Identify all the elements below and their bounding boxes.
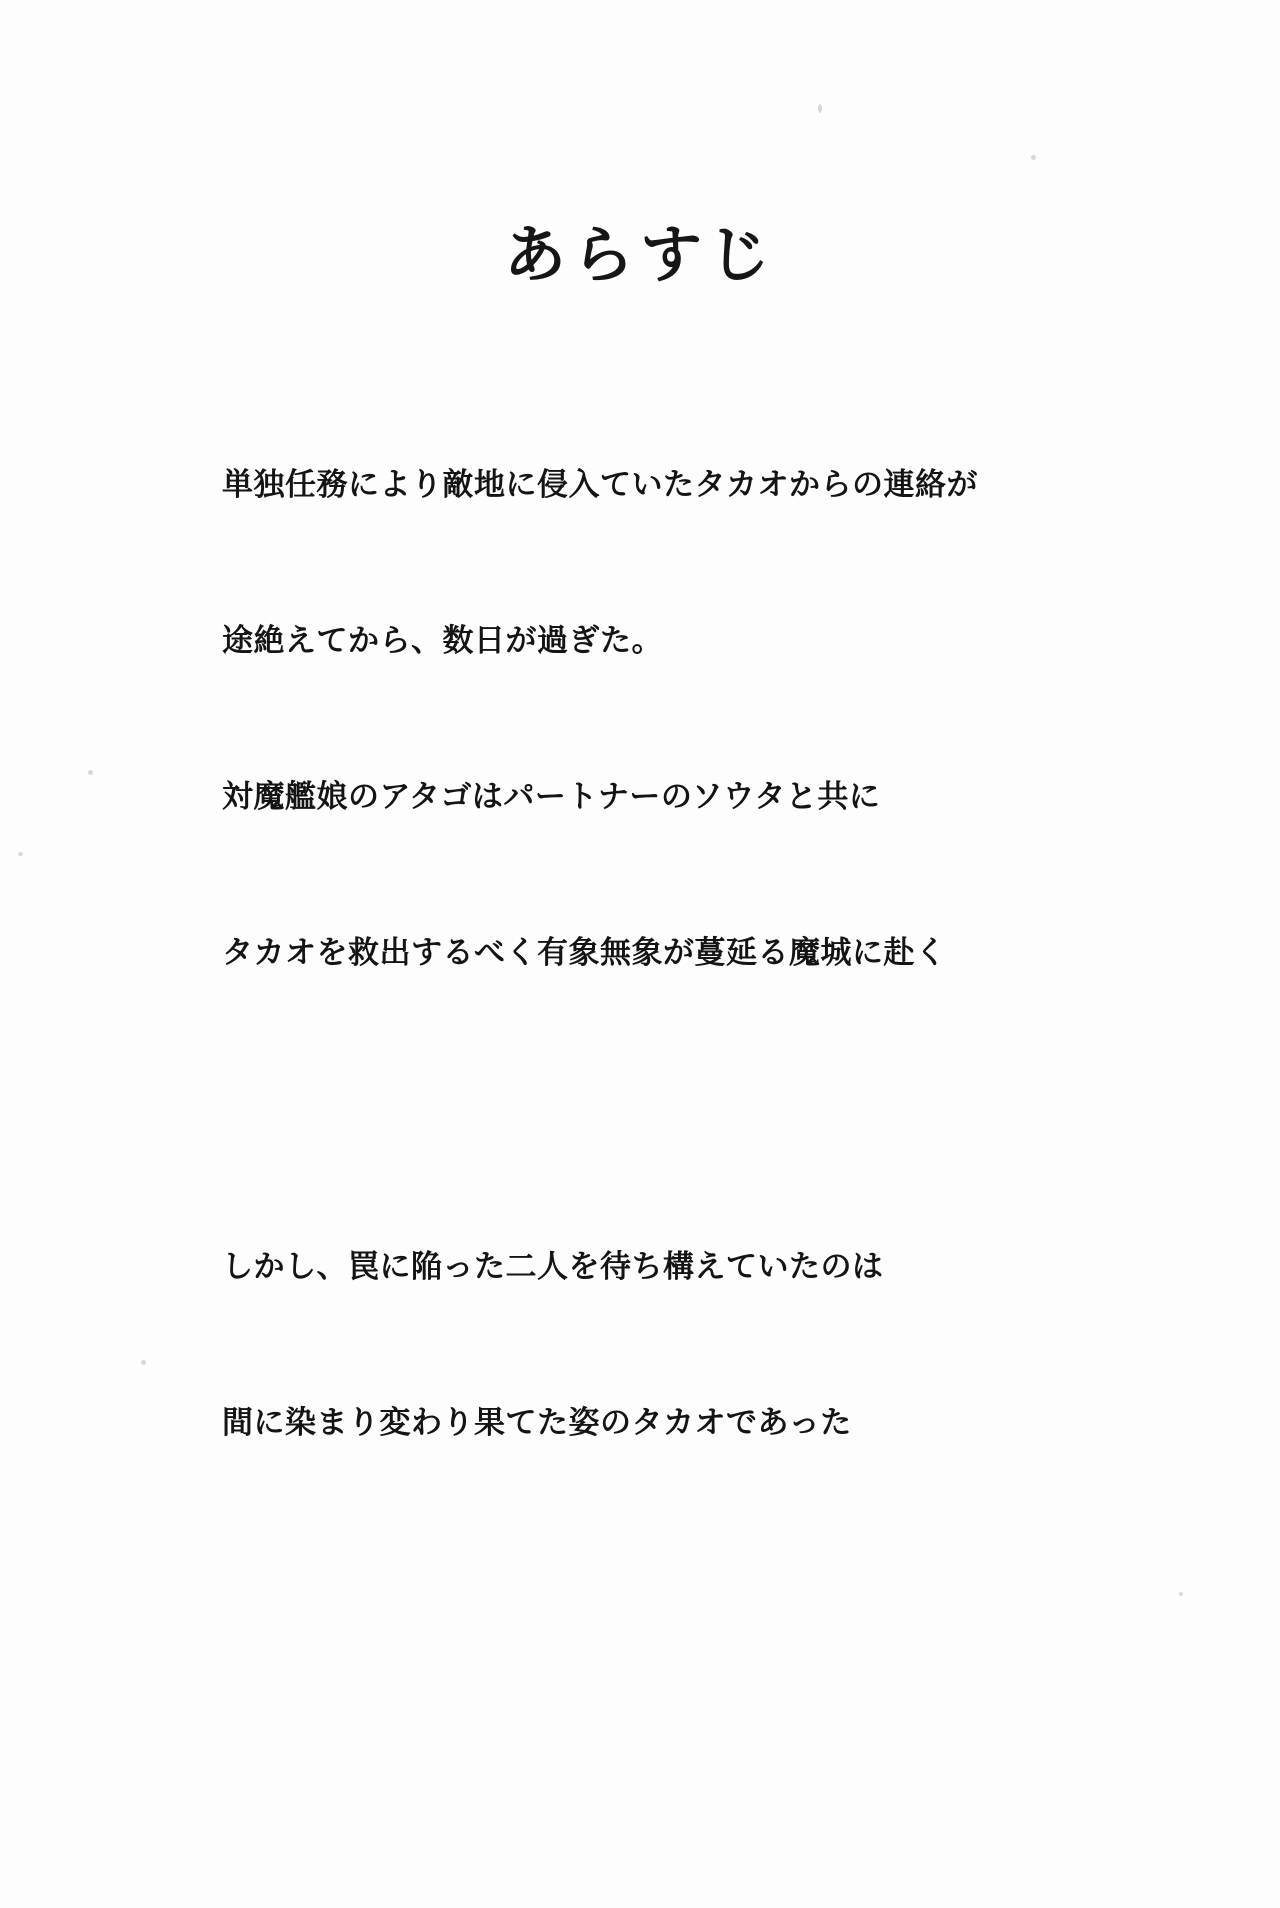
- page-title: あらすじ: [503, 218, 776, 291]
- paper-speck: [141, 1360, 146, 1365]
- synopsis-paragraph-2: [222, 1137, 1122, 1553]
- synopsis-line: しかし、罠に陥った二人を待ち構えていたのは: [222, 1249, 884, 1285]
- synopsis-line: 間に染まり変わり果てた姿のタカオであった: [222, 1405, 852, 1441]
- paper-speck: [818, 104, 822, 113]
- synopsis-line: 途絶えてから、数日が過ぎた。: [222, 623, 663, 659]
- synopsis-line: タカオを救出するべく有象無象が蔓延る魔城に赴く: [222, 935, 947, 971]
- paper-speck: [1031, 155, 1036, 160]
- paper-speck: [1179, 1592, 1183, 1596]
- synopsis-line: 対魔艦娘のアタゴはパートナーのソウタと共に: [222, 779, 881, 815]
- synopsis-paragraph-1: [222, 355, 1122, 1083]
- paper-speck: [18, 852, 23, 856]
- paper-speck: [88, 770, 93, 775]
- synopsis-line: 単独任務により敵地に侵入ていたタカオからの連絡が: [222, 467, 978, 503]
- synopsis-body: [222, 355, 1122, 1553]
